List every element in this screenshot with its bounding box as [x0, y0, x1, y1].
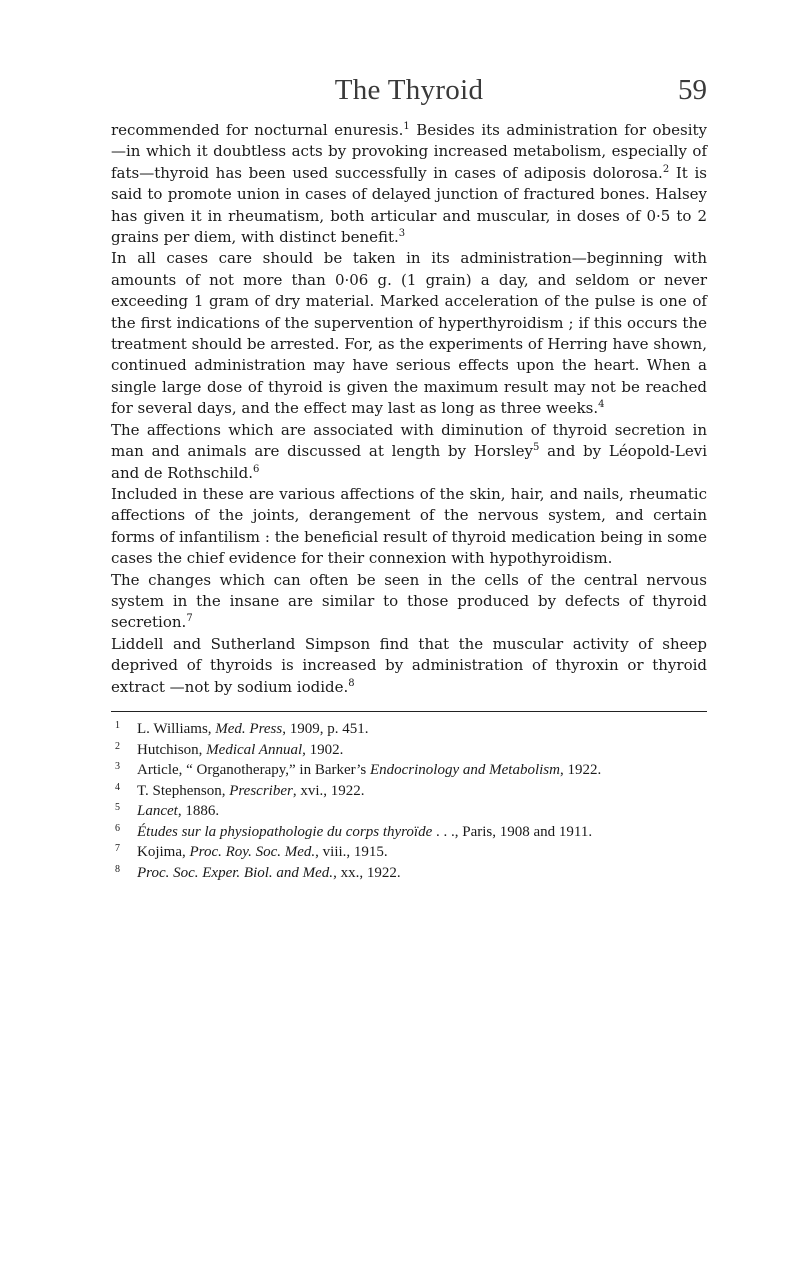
footnote-text: , 1886.: [177, 803, 220, 819]
footnote-ref: 2: [662, 163, 670, 175]
footnote-4: [111, 781, 707, 802]
footnote-ref: 5: [532, 442, 540, 454]
footnote-text: . . ., Paris, 1908 and 1911.: [432, 823, 593, 840]
footnote-source: Medical Annual: [206, 741, 303, 758]
footnote-8: [111, 863, 707, 884]
footnote-source: Med. Press: [215, 721, 283, 737]
footnote-text: Hutchison,: [137, 741, 207, 758]
footnote-source: Prescriber: [229, 782, 293, 799]
footnote-ref: 6: [252, 463, 260, 475]
paragraph-text: Liddell and Sutherland Simpson find that the muscular activity of sheep deprived of thyroids is increased by administration of thyroxin or thyroid extract —not by sodium iodide.: [111, 634, 707, 696]
footnote-mark: 6: [115, 822, 120, 834]
footnote-ref: 3: [398, 228, 406, 240]
footnote-mark: 7: [115, 843, 120, 854]
paragraph-text: recommended for nocturnal enuresis.: [111, 121, 404, 139]
footnote-ref: 8: [348, 677, 355, 689]
footnote-source: Proc. Roy. Soc. Med.: [189, 844, 316, 860]
running-title: The Thyroid: [334, 74, 484, 106]
footnote-source: Lancet: [137, 803, 178, 819]
footnote-source: Endocrinology and Metabolism: [369, 762, 560, 778]
footnote-text: , 1922.: [559, 762, 602, 778]
paragraph-text: The changes which can often be seen in the cells of the central nervous system in the insane are similar to those produced by defects of thyroid secretion.: [111, 570, 707, 632]
paragraph-text: and by Léopold-Levi and de Rothschild.: [111, 442, 707, 482]
footnote-source: Proc. Soc. Exper. Biol. and Med.: [137, 864, 334, 881]
footnote-mark: 8: [115, 863, 120, 875]
footnote-ref: 1: [403, 121, 410, 132]
footnote-text: , xvi., 1922.: [292, 782, 365, 799]
footnote-1: [111, 719, 707, 740]
running-header: [111, 70, 707, 110]
paragraph-text: Besides its administration for obesity—in which it doubtless acts by provoking increased metabolism, especially of fats—thyroid has been used successfully in cases of adiposis dolorosa.: [111, 121, 707, 182]
footnote-mark: 5: [115, 802, 120, 813]
paragraph-4: [111, 484, 707, 570]
paragraph-3: [111, 420, 707, 484]
footnote-text: , 1909, p. 451.: [282, 721, 369, 737]
footnote-2: [111, 740, 707, 761]
footnote-text: T. Stephenson,: [137, 782, 230, 799]
paragraph-text: Included in these are various affections of the skin, hair, and nails, rheumatic affections of the joints, derangement of the nervous system, and certain forms of infantilism : the beneficial result of thyroid medication being in some cases the chief evidence for their connexion with hypothyroidism.: [111, 484, 707, 568]
body-text: [111, 120, 707, 698]
footnote-text: L. Williams,: [137, 721, 216, 737]
footnote-text: , viii., 1915.: [315, 844, 388, 860]
footnote-6: [111, 822, 707, 843]
footnote-3: [111, 760, 707, 781]
footnote-ref: 4: [598, 399, 605, 411]
paragraph-text: The affections which are associated with diminution of thyroid secretion in man and animals are discussed at length by Horsley: [111, 420, 707, 461]
paragraph-text: In all cases care should be taken in its administration—beginning with amounts of not more than 0·06 g. (1 grain) a day, and seldom or never exceeding 1 gram of dry material. Marked acceleration of the pulse is one of the first indications of the supervention of hyperthyroidism ; if this occurs the treatment should be arrested. For, as the experiments of Herring have shown, continued administration may have serious effects upon the heart. When a single large dose of thyroid is given the maximum result may not be reached for several days, and the effect may last as long as three weeks.: [111, 249, 707, 418]
paragraph-5: [111, 570, 707, 634]
footnote-text: , xx., 1922.: [333, 864, 401, 881]
paragraph-text: It is said to promote union in cases of delayed junction of fractured bones. Halsey has given it in rheumatism, both articular and muscular, in doses of 0·5 to 2 grains per diem, with distinct benefit.: [111, 163, 707, 247]
footnote-ref: 7: [186, 613, 193, 625]
footnote-7: [111, 842, 707, 863]
footnote-5: [111, 801, 707, 822]
footnote-mark: 4: [115, 781, 120, 793]
footnote-mark: 3: [115, 761, 120, 772]
footnote-text: Article, “ Organotherapy,” in Barker’s: [137, 762, 370, 778]
paragraph-6: [111, 634, 707, 698]
footnote-mark: 2: [115, 740, 120, 752]
paragraph-2: [111, 248, 707, 419]
footnote-mark: 1: [115, 720, 120, 731]
page-number: 59: [678, 74, 707, 106]
footnote-divider: [111, 711, 707, 712]
footnote-source: Études sur la physiopathologie du corps thyroïde: [137, 823, 433, 840]
footnote-text: , 1902.: [302, 741, 344, 758]
footnote-text: Kojima,: [137, 844, 190, 860]
footnotes: [111, 719, 707, 883]
paragraph-1: [111, 120, 707, 248]
